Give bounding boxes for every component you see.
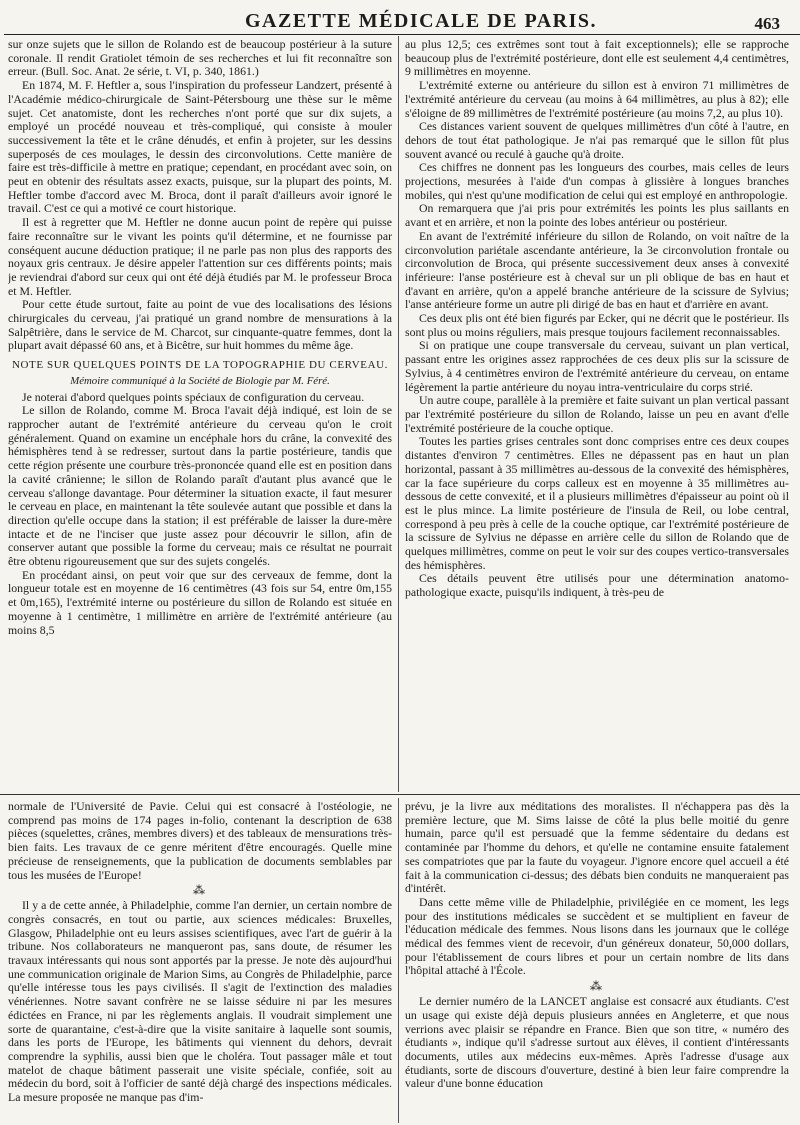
paragraph: Le sillon de Rolando, comme M. Broca l'avait déjà indiqué, est loin de se rapprocher autant de l'extrémité antérieure du cerveau qu'on le croit généralement. Quand on examine un encéphale hors du crâne, la convexité des hémisphères tend à se redresser, surtout dans la partie postérieure, tandis que cette région présente une courbure très-prononcée quand elle est en position dans la cavité crânienne; le sillon de Rolando paraît d'autant plus avancé que le cerveau s'allonge davantage. Pour déterminer la situation exacte, il faut mesurer le cerveau en place, en maintenant la tête soulevée autant que possible et dans la direction qu'elle occupe dans la station; il est préférable de laisser la dure-mère intacte et de ne l'inciser que juste assez pour découvrir le sillon, afin de conserver autant que possible la forme du cerveau; mais ce résultat ne pourrait être obtenu rigoureusement que sur des sujets congelés. xyxy=(8,403,392,569)
paragraph: En avant de l'extrémité inférieure du sillon de Rolando, on voit naître de la circonvolution pariétale ascendante antérieure, la 3e circonvolution frontale ou circonvolution de Broca, qui présente successivement deux anses à convexité inférieure: l'anse postérieure est à cheval sur un pli oblique de bas en haut et d'avant en arrière, qu'on a appelé branche antérieure de la scissure de Sylvius; l'anse antérieure forme un autre pli dirigé de bas en haut et d'arrière en avant. xyxy=(405,228,789,312)
section-stars: ⁂ xyxy=(590,979,604,994)
section-rule xyxy=(0,794,800,795)
bottom-right-column xyxy=(405,800,789,1122)
bottom-column-divider xyxy=(398,798,399,1123)
paragraph: Dans cette même ville de Philadelphie, privilégiée en ce moment, les legs pour des institutions médicales se succèdent et se multiplient en faveur de l'éducation médicale des femmes. Nous lisons dans les journaux que le collége médical des femmes vient de recevoir, d'un généreux donateur, 50,000 dollars, pour l'établissement de cours libres et pour un certain nombre de lits dans l'hôpital attaché à l'École. xyxy=(405,894,789,978)
section-stars: ⁂ xyxy=(193,883,207,898)
section-subheading: Mémoire communiqué à la Société de Biologie par M. Féré. xyxy=(70,374,330,387)
paragraph: Le dernier numéro de la LANCET anglaise est consacré aux étudiants. C'est un usage qui existe déjà depuis plusieurs années en Angleterre, et que nous verrions avec plaisir se répandre en France. Bien que son titre, « numéro des étudiants », indique qu'il s'adresse surtout aux élèves, il contient d'intéressants documents, utiles aux médecins eux-mêmes. Après l'adresse d'usage aux étudiants, sorte de discours d'ouverture, destiné à bien leur faire comprendre la valeur d'une bonne éducation xyxy=(405,994,789,1091)
paragraph: Ces distances varient souvent de quelques millimètres d'un côté à l'autre, en dehors de tout état pathologique. Je n'ai pas remarqué que le sillon fût plus souvent avancé ou reculé à gauche qu'à droite. xyxy=(405,119,789,161)
paragraph: En procédant ainsi, on peut voir que sur des cerveaux de femme, dont la longueur totale est en moyenne de 16 centimètres (43 fois sur 54, entre 0m,155 et 0m,165), l'extrémité interne ou postérieure du sillon de Rolando est située en moyenne à 1 centimètre, 1 millimètre en arrière de l'extrémité antérieure (au moins 8,5 xyxy=(8,567,392,637)
paragraph: Pour cette étude surtout, faite au point de vue des localisations des lésions chirurgicales du cerveau, j'ai pratiqué un grand nombre de mensurations à la Salpêtrière, dans le service de M. Charcot, sur cinquante-quatre femmes, dont la plupart avait dépassé 60 ans, et à Bicêtre, sur huit hommes du même âge. xyxy=(8,297,392,353)
paragraph: Ces détails peuvent être utilisés pour une détermination anatomo-pathologique exacte, puisqu'ils indiquent, à très-peu de xyxy=(405,571,789,600)
paragraph: Ces deux plis ont été bien figurés par Ecker, qui ne décrit que le postérieur. Ils sont plus ou moins réguliers, mais presque toujours facilement reconnaissables. xyxy=(405,311,789,339)
paragraph: Un autre coupe, parallèle à la première et faite suivant un plan vertical passant par l'extrémité postérieure du sillon de Rolando, laisse un peu en avant d'elle l'extrémité postérieure de la couche optique. xyxy=(405,393,789,435)
paragraph: sur onze sujets que le sillon de Rolando est de beaucoup postérieur à la suture coronale. Il rendit Gratiolet témoin de ses recherches et lui fit reconnaître son erreur. (Bull. Soc. Anat. 2e série, t. VI, p. 340, 1861.) xyxy=(8,38,392,79)
paragraph: normale de l'Université de Pavie. Celui qui est consacré à l'ostéologie, ne comprend pas moins de 174 pages in-folio, contenant la description de 638 pièces (squelettes, crânes, membres divers) et des tableaux de mensurations très-bien faits. Les travaux de ce genre méritent d'être encouragés. Quelle mine précieuse de renseignements, que la publication de documents semblables par tous les musées de l'Europe! xyxy=(8,800,392,882)
top-left-column xyxy=(8,38,392,790)
paragraph: Je noterai d'abord quelques points spéciaux de configuration du cerveau. xyxy=(22,389,365,404)
masthead-title: GAZETTE MÉDICALE DE PARIS. xyxy=(245,10,598,32)
paragraph: Ces chiffres ne donnent pas les longueurs des courbes, mais celles de leurs projections, mesurées à l'aide d'un compas à glissière à longues branches mobiles, qui n'est qu'une modification de celui qui est employé en anthropologie. xyxy=(405,160,789,202)
paragraph: Il est à regretter que M. Heftler ne donne aucun point de repère qui puisse faire reconnaître sur le vivant les points qu'il détermine, et ne fournisse par conséquent aucune déduction pratique; il ne parle pas non plus des rapports des noyaux gris centraux. Je désire appeler l'attention sur ces différents points; mais je reviendrai d'abord sur ceux qui ont été déjà étudiés par M. le professeur Broca et M. Heftler. xyxy=(8,215,392,298)
paragraph: prévu, je la livre aux méditations des moralistes. Il n'échappera pas dès la première lecture, que M. Sims laisse de côté la plus belle moitié du genre humain, parce qu'il est persuadé que la femme sédentaire du dedans est contaminée par l'homme du dehors, et qu'elle ne contamine ensuite fatalement ses compatriotes que par la faute du voyageur. J'ignore encore quel accueil a été fait à la communication ci-dessus; des débats bien conduits ne manqueraient pas d'intérêt. xyxy=(405,800,789,896)
paragraph: On remarquera que j'ai pris pour extrémités les points les plus saillants en avant et en arrière, et non la pointe des lobes antérieur ou postérieur. xyxy=(405,201,789,230)
paragraph: En 1874, M. F. Heftler a, sous l'inspiration du professeur Landzert, présenté à l'Académie médico-chirurgicale de Saint-Pétersbourg une thèse sur le même sujet. Cet anatomiste, dont les recherches n'ont porté que sur dix sujets, a employé un procédé nouveau et très-compliqué, qui consiste à mouler successivement la tête et le crâne dénudés, et enfin à projeter, sur les dessins superposés de ces moulages, le dessin des circonvolutions. Cette manière de faire est très-difficile à mettre en pratique; cependant, en procédant avec soin, on peut en obtenir des résultats assez exacts, puisque, sur la plupart des points, M. Heftler tombe d'accord avec M. Broca, dont il paraît d'ailleurs avoir ignoré le travail. C'est ce qui a motivé ce court historique. xyxy=(8,78,392,216)
paragraph: au plus 12,5; ces extrêmes sont tout à fait exceptionnels); elle se rapproche beaucoup plus de l'extrémité postérieure, dont elle est seulement 4,4 centimètres, 9 millimètres en moyenne. xyxy=(405,38,789,79)
paragraph: Il y a de cette année, à Philadelphie, comme l'an dernier, un certain nombre de congrès consacrés, en tout ou partie, aux sciences médicales: Bruxelles, Glasgow, Philadelphie ont eu leurs assises scientifiques, avec l'art de guérir à la tribune. Nos collaborateurs ne manqueront pas, sans doute, de résumer les travaux intéressants qui nous sont apportés par la presse. Je note dès aujourd'hui une communication originale de Marion Sims, au Congrès de Philadelphie, parce qu'elle intéresse tous les pays civilisés. Il s'agit de l'extinction des maladies vénériennes. Notre savant confrère ne se laisse séduire ni par les mesures édictées en France, ni par les règlements anglais. Il voudrait simplement une sorte de quarantaine, c'est-à-dire que la visite sanitaire à laquelle sont soumis, dans les ports de l'Europe, les bâtiments qui viennent du dehors, devrait comprendre la syphilis, aussi bien que le choléra. Tout passager mâle et tout matelot de chaque bâtiment passerait une visite spéciale, confiée, soit au médecin du bord, soit à l'officier de santé déjà chargé des inspections médicales. La mesure proposée ne manque pas d'im- xyxy=(8,898,392,1105)
top-column-divider xyxy=(398,36,399,792)
paragraph: Toutes les parties grises centrales sont donc comprises entre ces deux coupes distantes d'environ 7 centimètres. Elles ne dépassent pas en haut un plan horizontal, passant à 35 millimètres au-dessous de la convexité des hémisphères, car la face supérieure du corps calleux est en moyenne à 35 millimètres au-dessous de cette convexité, et il a plusieurs millimètres d'épaisseur au point où il est le plus mince. La limite postérieure de l'insula de Reil, ou lobe central, correspond à peu près à celle de la couche optique, car l'extrémité postérieure de la scissure de Sylvius ne dépasse en arrière celle du sillon de Rolando que de quelques millimètres, comme on peut le voir sur des coupes vertico-transversales des hémisphères. xyxy=(405,434,789,572)
top-right-column xyxy=(405,38,789,790)
page-number: 463 xyxy=(754,14,780,33)
section-heading: NOTE SUR QUELQUES POINTS DE LA TOPOGRAPHIE DU CERVEAU. xyxy=(11,359,389,372)
paragraph: L'extrémité externe ou antérieure du sillon est à environ 71 millimètres de l'extrémité antérieure du cerveau (au moins à 64 millimètres, au plus à 82); elle s'éloigne de 89 millimètres de l'extrémité postérieure (au moins 7,2, au plus 10). xyxy=(405,78,789,120)
paragraph: Si on pratique une coupe transversale du cerveau, suivant un plan vertical, passant entre les origines assez rapprochées de ces deux plis sur la scissure de Sylvius, à 4 centimètres environ de l'extrémité antérieure du cerveau, on entame légèrement la partie antérieure du noyau intra-ventriculaire du corps strié. xyxy=(405,338,789,394)
header-rule xyxy=(4,34,800,35)
bottom-left-column xyxy=(8,800,392,1122)
